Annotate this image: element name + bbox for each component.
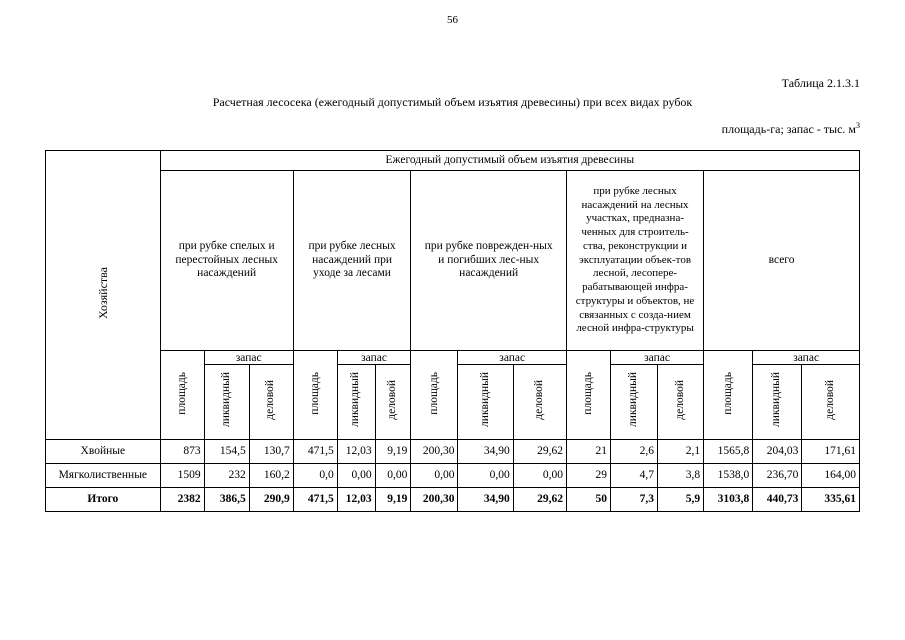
value-cell: 9,19: [375, 440, 411, 464]
value-cell: 204,03: [753, 440, 802, 464]
business-header: деловой: [249, 365, 293, 440]
units-note: [722, 121, 860, 137]
value-cell: 0,0: [293, 464, 337, 488]
main-header: Ежегодный допустимый объем изъятия древесины: [160, 151, 859, 171]
value-cell: 34,90: [458, 488, 513, 512]
farm-name-cell: Итого: [46, 488, 161, 512]
value-cell: 12,03: [337, 440, 375, 464]
value-cell: 50: [566, 488, 610, 512]
farm-name-cell: Мягколиственные: [46, 464, 161, 488]
value-cell: 29,62: [513, 488, 566, 512]
area-header: площадь: [704, 351, 753, 440]
value-cell: 2,6: [610, 440, 657, 464]
table-body: [46, 440, 860, 512]
area-header: площадь: [293, 351, 337, 440]
group-header-thinning: при рубке лесных насаждений при уходе за лесами: [293, 171, 411, 351]
liquid-header: ликвидный: [753, 365, 802, 440]
total-row: [46, 488, 860, 512]
value-cell: 0,00: [337, 464, 375, 488]
value-cell: 3103,8: [704, 488, 753, 512]
area-header: площадь: [566, 351, 610, 440]
value-cell: 0,00: [375, 464, 411, 488]
value-cell: 21: [566, 440, 610, 464]
value-cell: 1565,8: [704, 440, 753, 464]
value-cell: 200,30: [411, 440, 458, 464]
value-cell: 236,70: [753, 464, 802, 488]
stock-header: запас: [610, 351, 703, 365]
area-header: площадь: [411, 351, 458, 440]
value-cell: 5,9: [658, 488, 704, 512]
value-cell: 3,8: [658, 464, 704, 488]
value-cell: 1509: [160, 464, 204, 488]
value-cell: 290,9: [249, 488, 293, 512]
units-text: площадь-га; запас - тыс. м: [721, 122, 856, 136]
value-cell: 471,5: [293, 488, 337, 512]
value-cell: 7,3: [610, 488, 657, 512]
value-cell: 12,03: [337, 488, 375, 512]
group-header-mature: при рубке спелых и перестойных лесных насаждений: [160, 171, 293, 351]
value-cell: 160,2: [249, 464, 293, 488]
stock-header: запас: [337, 351, 411, 365]
table-row: [46, 440, 860, 464]
farm-name-cell: Хвойные: [46, 440, 161, 464]
value-cell: 335,61: [802, 488, 860, 512]
value-cell: 34,90: [458, 440, 513, 464]
group-header-damaged: при рубке поврежден-ных и погибших лес-ных насаждений: [411, 171, 567, 351]
value-cell: 154,5: [204, 440, 249, 464]
value-cell: 386,5: [204, 488, 249, 512]
value-cell: 2,1: [658, 440, 704, 464]
liquid-header: ликвидный: [610, 365, 657, 440]
group-header-total: всего: [704, 171, 860, 351]
liquid-header: ликвидный: [458, 365, 513, 440]
value-cell: 164,00: [802, 464, 860, 488]
stock-header: запас: [204, 351, 293, 365]
area-header: площадь: [160, 351, 204, 440]
harvest-table: [45, 150, 860, 512]
value-cell: 232: [204, 464, 249, 488]
value-cell: 29: [566, 464, 610, 488]
value-cell: 0,00: [458, 464, 513, 488]
value-cell: 0,00: [411, 464, 458, 488]
value-cell: 200,30: [411, 488, 458, 512]
business-header: деловой: [802, 365, 860, 440]
value-cell: 9,19: [375, 488, 411, 512]
units-superscript: 3: [856, 121, 860, 130]
stock-header: запас: [753, 351, 860, 365]
page-number: 56: [447, 14, 458, 26]
business-header: деловой: [513, 365, 566, 440]
liquid-header: ликвидный: [337, 365, 375, 440]
value-cell: 2382: [160, 488, 204, 512]
business-header: деловой: [658, 365, 704, 440]
stock-header: запас: [458, 351, 566, 365]
table-title: Расчетная лесосека (ежегодный допустимый объем изъятия древесины) при всех видах рубок: [212, 95, 693, 109]
value-cell: 171,61: [802, 440, 860, 464]
liquid-header: ликвидный: [204, 365, 249, 440]
group-header-construction: при рубке лесных насаждений на лесных участках, предназна-ченных для строитель-ства, реконструкции и эксплуатации объек-тов лесной, лесопере-рабатывающей инфра-структуры и объектов, не связанных с созда-нием лесной инфра-структуры: [566, 171, 703, 351]
value-cell: 1538,0: [704, 464, 753, 488]
value-cell: 29,62: [513, 440, 566, 464]
value-cell: 440,73: [753, 488, 802, 512]
table-row: [46, 464, 860, 488]
value-cell: 873: [160, 440, 204, 464]
value-cell: 0,00: [513, 464, 566, 488]
farms-header: Хозяйства: [46, 151, 161, 440]
business-header: деловой: [375, 365, 411, 440]
value-cell: 4,7: [610, 464, 657, 488]
table-label: Таблица 2.1.3.1: [781, 76, 860, 90]
value-cell: 130,7: [249, 440, 293, 464]
value-cell: 471,5: [293, 440, 337, 464]
